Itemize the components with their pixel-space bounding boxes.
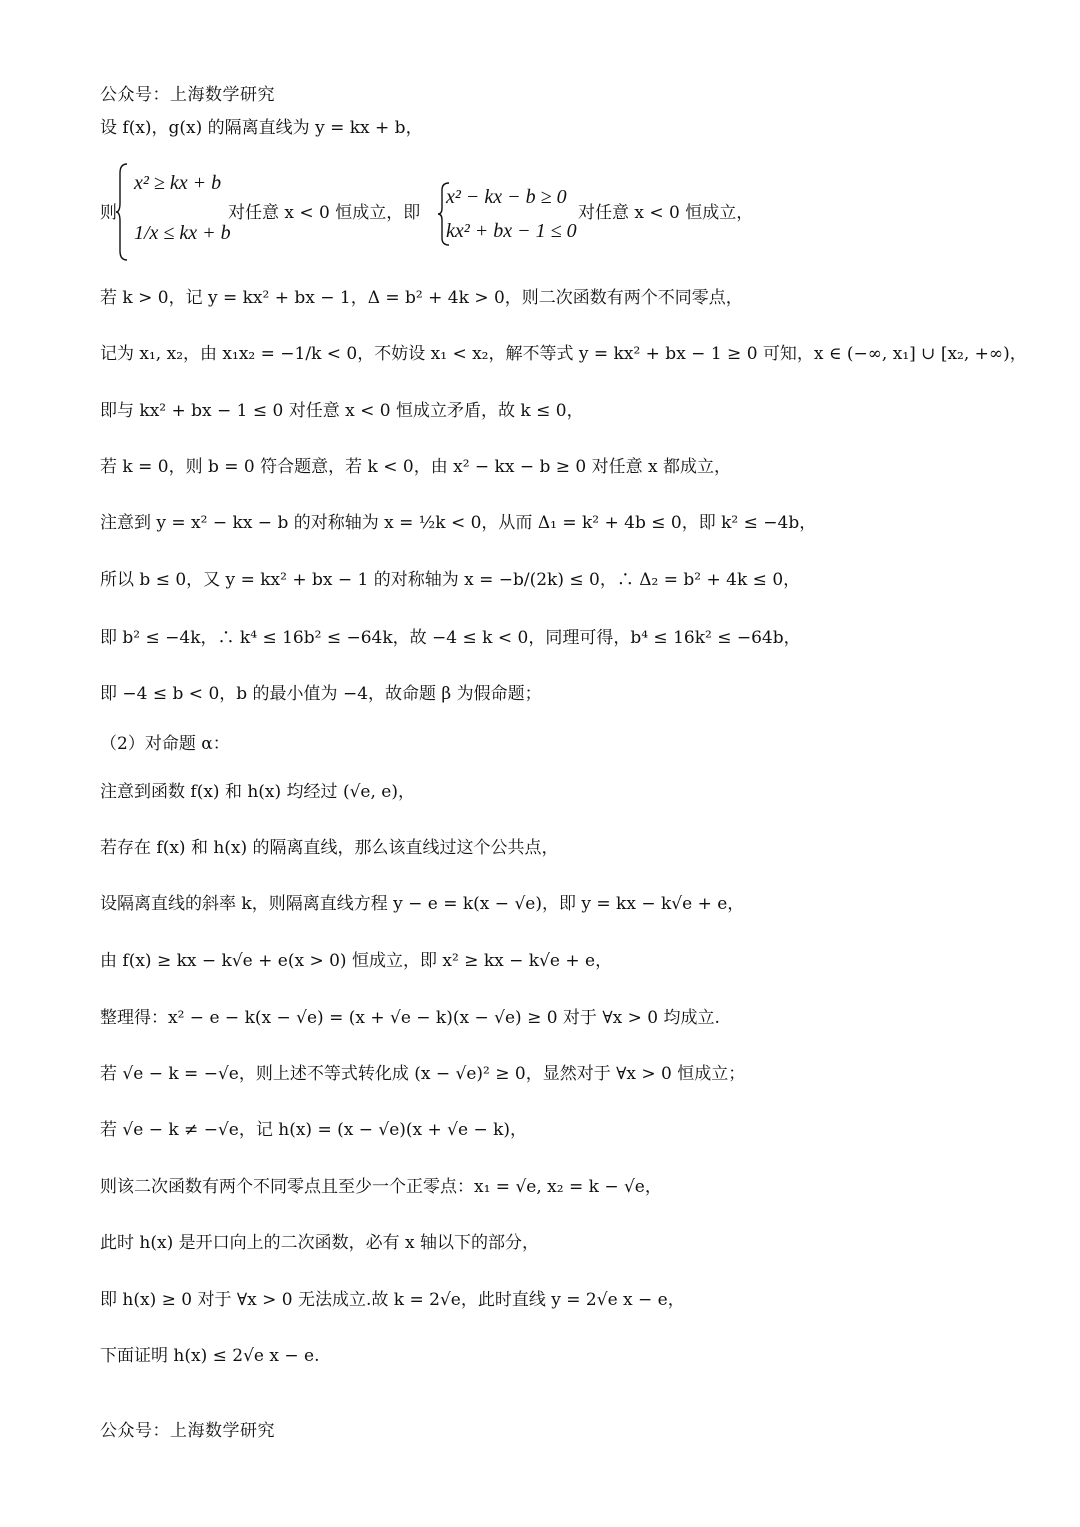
- system1-row1: x² ≥ kx + b: [134, 172, 222, 194]
- line-10: 即 −4 ≤ b < 0，b 的最小值为 −4，故命题 β 为假命题；: [100, 684, 542, 704]
- line-13: 若存在 f(x) 和 h(x) 的隔离直线，那么该直线过这个公共点，: [100, 838, 559, 858]
- line-12: 注意到函数 f(x) 和 h(x) 均经过 (√e, e)，: [100, 782, 415, 802]
- line-2-end: 对任意 x < 0 恒成立，: [578, 203, 754, 223]
- system2-row2: kx² + bx − 1 ≤ 0: [446, 220, 577, 242]
- system1-row2: 1/x ≤ kx + b: [134, 222, 231, 244]
- line-18: 若 √e − k ≠ −√e，记 h(x) = (x − √e)(x + √e − k)，: [100, 1120, 528, 1140]
- line-15: 由 f(x) ≥ kx − k√e + e(x > 0) 恒成立，即 x² ≥ kx − k√e + e，: [100, 951, 613, 971]
- line-22: 下面证明 h(x) ≤ 2√e x − e.: [100, 1346, 320, 1366]
- line-16: 整理得：x² − e − k(x − √e) = (x + √e − k)(x − √e) ≥ 0 对于 ∀x > 0 均成立.: [100, 1008, 720, 1028]
- line-2-mid: 对任意 x < 0 恒成立，即: [228, 203, 421, 223]
- line-17: 若 √e − k = −√e，则上述不等式转化成 (x − √e)² ≥ 0，显然对于 ∀x > 0 恒成立；: [100, 1064, 746, 1084]
- line-2-ze: 则: [100, 203, 117, 223]
- line-21: 即 h(x) ≥ 0 对于 ∀x > 0 无法成立.故 k = 2√e，此时直线 y = 2√e x − e，: [100, 1290, 685, 1310]
- page-header: 公众号：上海数学研究: [100, 85, 275, 105]
- system2-row1: x² − kx − b ≥ 0: [446, 186, 567, 208]
- line-9: 即 b² ≤ −4k，∴ k⁴ ≤ 16b² ≤ −64k，故 −4 ≤ k < 0，同理可得，b⁴ ≤ 16k² ≤ −64b，: [100, 628, 801, 648]
- line-11: （2）对命题 α：: [100, 734, 230, 754]
- line-14: 设隔离直线的斜率 k，则隔离直线方程 y − e = k(x − √e)，即 y = kx − k√e + e，: [100, 894, 745, 914]
- line-4: 记为 x₁, x₂，由 x₁x₂ = −1/k < 0，不妨设 x₁ < x₂，解不等式 y = kx² + bx − 1 ≥ 0 可知，x ∈ (−∞, x₁] ∪ [x₂, +∞)，: [100, 344, 1027, 364]
- line-1: 设 f(x)，g(x) 的隔离直线为 y = kx + b，: [100, 118, 423, 138]
- line-19: 则该二次函数有两个不同零点且至少一个正零点：x₁ = √e, x₂ = k − √e，: [100, 1177, 662, 1197]
- line-5: 即与 kx² + bx − 1 ≤ 0 对任意 x < 0 恒成立矛盾，故 k ≤ 0，: [100, 401, 584, 421]
- page-footer: 公众号：上海数学研究: [100, 1421, 275, 1441]
- line-20: 此时 h(x) 是开口向上的二次函数，必有 x 轴以下的部分，: [100, 1233, 540, 1253]
- brace-1: [116, 163, 128, 261]
- line-8: 所以 b ≤ 0，又 y = kx² + bx − 1 的对称轴为 x = −b/(2k) ≤ 0，∴ Δ₂ = b² + 4k ≤ 0，: [100, 570, 801, 590]
- line-6: 若 k = 0，则 b = 0 符合题意，若 k < 0，由 x² − kx − b ≥ 0 对任意 x 都成立，: [100, 457, 732, 477]
- line-7: 注意到 y = x² − kx − b 的对称轴为 x = ½k < 0，从而 Δ₁ = k² + 4b ≤ 0，即 k² ≤ −4b，: [100, 513, 817, 533]
- line-3: 若 k > 0，记 y = kx² + bx − 1，Δ = b² + 4k > 0，则二次函数有两个不同零点，: [100, 288, 743, 308]
